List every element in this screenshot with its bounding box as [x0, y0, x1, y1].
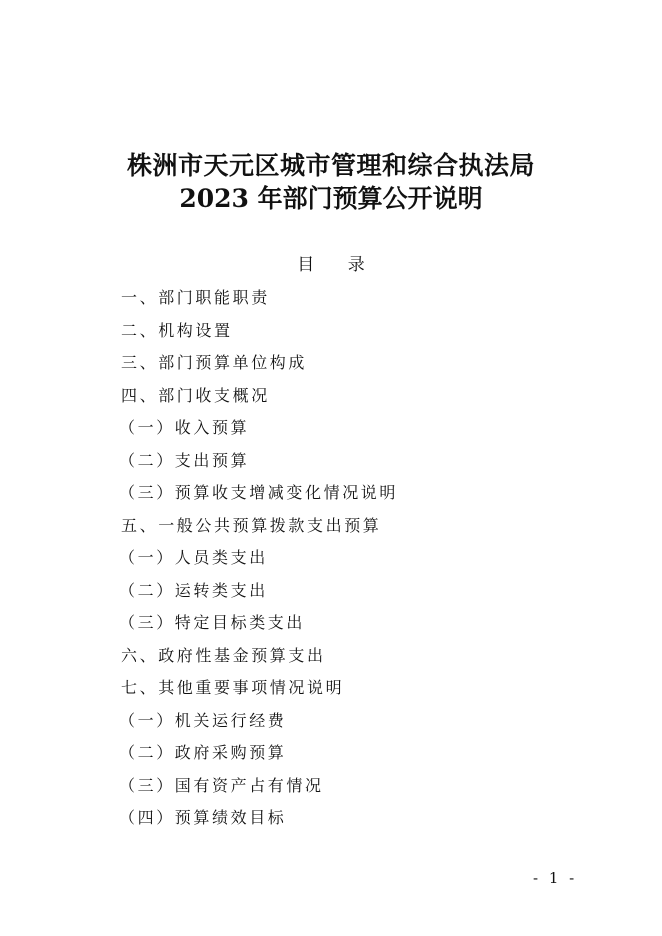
toc-item: （二）政府采购预算 — [119, 743, 287, 762]
document-title-line2: 2023 年部门预算公开说明 — [179, 184, 483, 213]
document-title-line1: 株洲市天元区城市管理和综合执法局 — [126, 151, 535, 180]
toc-item: 二、机构设置 — [121, 320, 233, 340]
toc-item: （三）国有资产占有情况 — [119, 775, 324, 795]
toc-item: 五、一般公共预算拨款支出预算 — [121, 515, 382, 535]
toc-item: 三、部门预算单位构成 — [121, 353, 308, 372]
toc-item: （二）支出预算 — [119, 450, 250, 470]
toc-item: 一、部门职能职责 — [121, 288, 270, 307]
toc-item: （三）预算收支增减变化情况说明 — [119, 483, 399, 502]
toc-heading: 目 录 — [297, 255, 379, 275]
toc-item: 七、其他重要事项情况说明 — [121, 678, 345, 697]
page-number: - 1 - — [533, 869, 578, 887]
toc-item: （四）预算绩效目标 — [119, 808, 287, 827]
toc-item: （三）特定目标类支出 — [119, 613, 306, 632]
table-of-contents — [121, 285, 398, 838]
toc-item: 六、政府性基金预算支出 — [121, 645, 326, 665]
toc-item: （二）运转类支出 — [119, 580, 268, 600]
toc-item: 四、部门收支概况 — [121, 385, 270, 405]
toc-item: （一）机关运行经费 — [119, 710, 287, 730]
toc-item: （一）人员类支出 — [119, 548, 268, 567]
toc-item: （一）收入预算 — [119, 418, 250, 437]
